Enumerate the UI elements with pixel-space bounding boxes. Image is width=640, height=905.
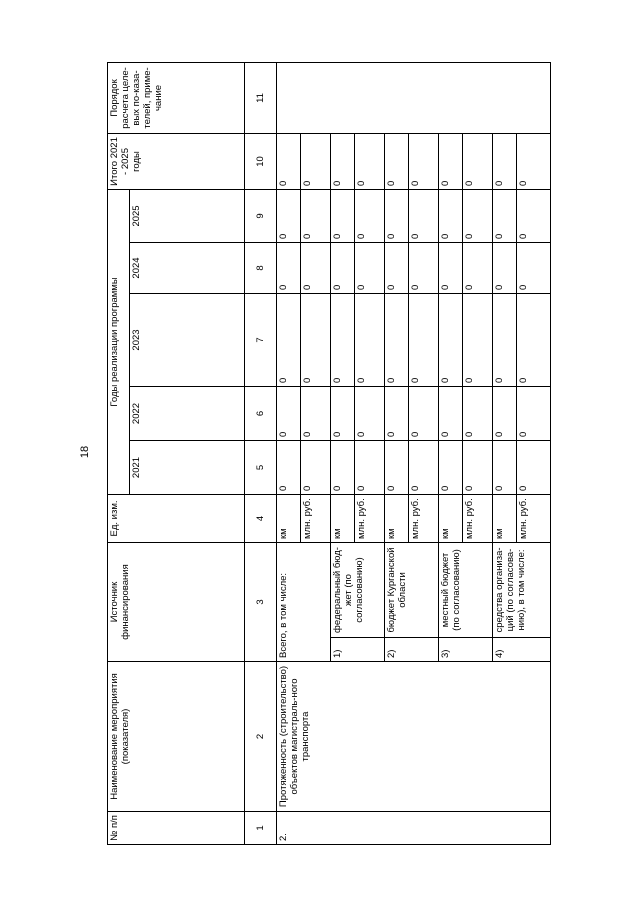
value-cell: 0 xyxy=(355,293,385,386)
value-cell: 0 xyxy=(463,386,493,440)
value-cell: 0 xyxy=(517,386,551,440)
unit-cell: км xyxy=(385,494,409,542)
col-number: 7 xyxy=(245,293,277,386)
value-cell: 0 xyxy=(517,440,551,494)
value-cell: 0 xyxy=(493,133,517,189)
value-cell: 0 xyxy=(301,242,331,293)
value-cell: 0 xyxy=(463,293,493,386)
value-cell: 0 xyxy=(439,293,463,386)
value-cell: 0 xyxy=(439,440,463,494)
value-cell: 0 xyxy=(277,189,301,242)
value-cell: 0 xyxy=(331,293,355,386)
value-cell: 0 xyxy=(301,386,331,440)
header-source: Источник финансирования xyxy=(108,542,245,661)
page-number: 18 xyxy=(79,445,91,459)
value-cell: 0 xyxy=(277,133,301,189)
source-label: федеральный бюд-жет (по согласованию) xyxy=(331,542,385,637)
row-num: 2. xyxy=(277,812,551,845)
value-cell: 0 xyxy=(385,133,409,189)
value-cell: 0 xyxy=(439,133,463,189)
col-number: 5 xyxy=(245,440,277,494)
value-cell: 0 xyxy=(277,293,301,386)
value-cell: 0 xyxy=(409,386,439,440)
value-cell: 0 xyxy=(331,440,355,494)
row-name: Протяженность (строительство) объектов магистраль-ного транспорта xyxy=(277,662,551,812)
value-cell: 0 xyxy=(409,242,439,293)
header-year: 2023 xyxy=(130,293,245,386)
value-cell: 0 xyxy=(355,189,385,242)
value-cell: 0 xyxy=(517,293,551,386)
col-number: 10 xyxy=(245,133,277,189)
value-cell: 0 xyxy=(331,386,355,440)
value-cell: 0 xyxy=(517,242,551,293)
unit-cell: км xyxy=(439,494,463,542)
source-index: 4) xyxy=(493,638,551,662)
value-cell: 0 xyxy=(409,133,439,189)
unit-cell: млн. руб. xyxy=(517,494,551,542)
value-cell: 0 xyxy=(493,242,517,293)
col-number: 2 xyxy=(245,662,277,812)
value-cell: 0 xyxy=(439,386,463,440)
value-cell: 0 xyxy=(409,293,439,386)
value-cell: 0 xyxy=(463,242,493,293)
header-row xyxy=(108,62,130,844)
source-label: бюджет Курганской области xyxy=(385,542,439,637)
value-cell: 0 xyxy=(355,386,385,440)
source-index: 1) xyxy=(331,638,385,662)
source-index: 2) xyxy=(385,638,439,662)
header-year: 2024 xyxy=(130,242,245,293)
value-cell: 0 xyxy=(463,133,493,189)
header-total: Итого 2021 - 2025 годы xyxy=(108,133,245,189)
unit-cell: км xyxy=(493,494,517,542)
header-name: Наименование мероприятия (показателя) xyxy=(108,662,245,812)
header-year: 2025 xyxy=(130,189,245,242)
value-cell: 0 xyxy=(517,133,551,189)
value-cell: 0 xyxy=(385,293,409,386)
value-cell: 0 xyxy=(463,440,493,494)
unit-cell: км xyxy=(331,494,355,542)
header-year: 2021 xyxy=(130,440,245,494)
header-years-group: Годы реализации программы xyxy=(108,189,130,494)
header-unit: Ед. изм. xyxy=(108,494,245,542)
value-cell: 0 xyxy=(493,293,517,386)
unit-cell: млн. руб. xyxy=(409,494,439,542)
value-cell: 0 xyxy=(301,189,331,242)
value-cell: 0 xyxy=(355,133,385,189)
value-cell: 0 xyxy=(493,386,517,440)
value-cell: 0 xyxy=(277,386,301,440)
value-cell: 0 xyxy=(331,189,355,242)
value-cell: 0 xyxy=(385,386,409,440)
source-index: 3) xyxy=(439,638,493,662)
value-cell: 0 xyxy=(385,242,409,293)
header-num: № п/п xyxy=(108,812,245,845)
unit-cell: км xyxy=(277,494,301,542)
col-number: 3 xyxy=(245,542,277,661)
col-number: 6 xyxy=(245,386,277,440)
value-cell: 0 xyxy=(439,242,463,293)
col-number: 9 xyxy=(245,189,277,242)
value-cell: 0 xyxy=(301,133,331,189)
value-cell: 0 xyxy=(517,189,551,242)
rotated-page xyxy=(107,63,639,845)
col-number: 8 xyxy=(245,242,277,293)
value-cell: 0 xyxy=(493,189,517,242)
col-number: 11 xyxy=(245,62,277,133)
table-row xyxy=(277,62,301,844)
column-number-row xyxy=(245,62,277,844)
source-total-label: Всего, в том числе: xyxy=(277,542,331,661)
col-number: 1 xyxy=(245,812,277,845)
value-cell: 0 xyxy=(463,189,493,242)
value-cell: 0 xyxy=(355,242,385,293)
value-cell: 0 xyxy=(385,440,409,494)
value-cell: 0 xyxy=(301,293,331,386)
value-cell: 0 xyxy=(301,440,331,494)
value-cell: 0 xyxy=(277,440,301,494)
header-calc: Порядок расчета целе-вых по-каза-телей, приме-чание xyxy=(108,62,245,133)
value-cell: 0 xyxy=(493,440,517,494)
value-cell: 0 xyxy=(331,242,355,293)
value-cell: 0 xyxy=(277,242,301,293)
source-label: средства организа-ций (по согласова-нию), в том числе: xyxy=(493,542,551,637)
unit-cell: млн. руб. xyxy=(355,494,385,542)
value-cell: 0 xyxy=(409,440,439,494)
value-cell: 0 xyxy=(331,133,355,189)
value-cell: 0 xyxy=(439,189,463,242)
source-label: местный бюджет (по согласованию) xyxy=(439,542,493,637)
value-cell: 0 xyxy=(409,189,439,242)
unit-cell: млн. руб. xyxy=(301,494,331,542)
value-cell: 0 xyxy=(385,189,409,242)
unit-cell: млн. руб. xyxy=(463,494,493,542)
calc-cell xyxy=(277,62,551,133)
col-number: 4 xyxy=(245,494,277,542)
financing-table xyxy=(107,62,551,845)
header-year: 2022 xyxy=(130,386,245,440)
value-cell: 0 xyxy=(355,440,385,494)
